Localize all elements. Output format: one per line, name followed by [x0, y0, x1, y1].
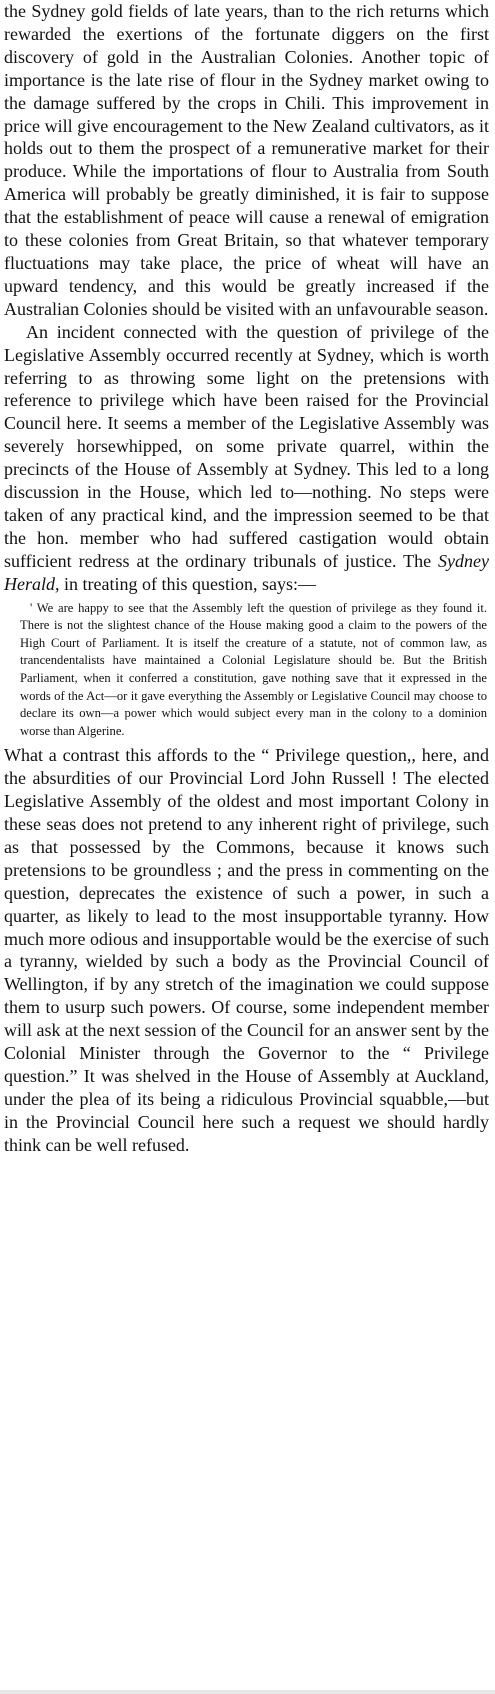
paragraph-contrast: What a contrast this affords to the “ Privilege question,, here, and the absurdities of our Provincial Lord John Russell ! The elected Legislative Assembly of the oldest and most important Colony in these seas does not pretend to any inherent right of privilege, such as that possessed by the Commons, because it knows such pretensions to be groundless ; and the press in commenting on the question, deprecates the existence of such a power, in such a quarter, as likely to lead to the most insupportable tyranny. How much more odious and insupportable would be the exercise of such a tyranny, wielded by such a body as the Provincial Council of Wellington, if by any stretch of the imagination we could suppose them to usurp such powers. Of course, some independent member will ask at the next session of the Council for an answer sent by the Colonial Minister through the Governor to the “ Privilege question.” It was shelved in the House of Assembly at Auckland, under the plea of its being a ridiculous Provincial squabble,—but in the Provincial Council here such a request we should hardly think can be well refused. [4, 745, 489, 1155]
privilege-incident-ending: , in treating of this question, says:— [55, 573, 316, 594]
page-bottom-edge [0, 1690, 495, 1694]
quoted-extract [10, 600, 489, 741]
privilege-incident-text: An incident connected with the question of privilege of the Legislative Assembly occurred recently at Sydney, which is worth referring to as throwing some light on the pretensions with reference to privilege which have been raised for the Provincial Council here. It seems a member of the Legislative Assembly was severely horsewhipped, on some private quarrel, within the precincts of the House of Assembly at Sydney. This led to a long discussion in the House, which led to—nothing. No steps were taken of any practical kind, and the impression seemed to be that the hon. member who had suffered castigation would obtain sufficient redress at the ordinary tribunals of justice. The [4, 321, 489, 571]
newspaper-name: Sydney Herald [4, 550, 490, 594]
paragraph-gold-and-flour: the Sydney gold fields of late years, than to the rich returns which rewarded the exertions of the fortunate diggers on the first discovery of gold in the Australian Colonies. Another topic of importance is the late rise of flour in the Sydney market owing to the damage suffered by the crops in Chili. This improvement in price will give encouragement to the New Zealand cultivators, as it holds out to them the prospect of a remunerative market for their produce. While the importations of flour to Australia from South America will probably be greatly diminished, it is fair to suppose that the establishment of peace will cause a renewal of emigration to these colonies from Great Britain, so that whatever temporary fluctuations may take place, the price of wheat will have an upward tendency, and this would be greatly increased if the Australian Colonies should be visited with an unfavourable season. [4, 1, 489, 319]
paragraph-privilege-incident [4, 321, 489, 596]
quote-text: ' We are happy to see that the Assembly left the question of privilege as they found it. There is not the slightest chance of the House making good a claim to the powers of the High Court of Parliament. It is itself the creature of a statute, not of common law, as trancendentalists have maintained a Colonial Legislature should be. But the British Parliament, when it conferred a constitution, gave nothing save that it expressed in the words of the Act—or it gave everything the Assembly or Legislative Council may choose to declare its own—a power which would subject every man in the colony to a dominion worse than Algerine. [20, 600, 487, 738]
